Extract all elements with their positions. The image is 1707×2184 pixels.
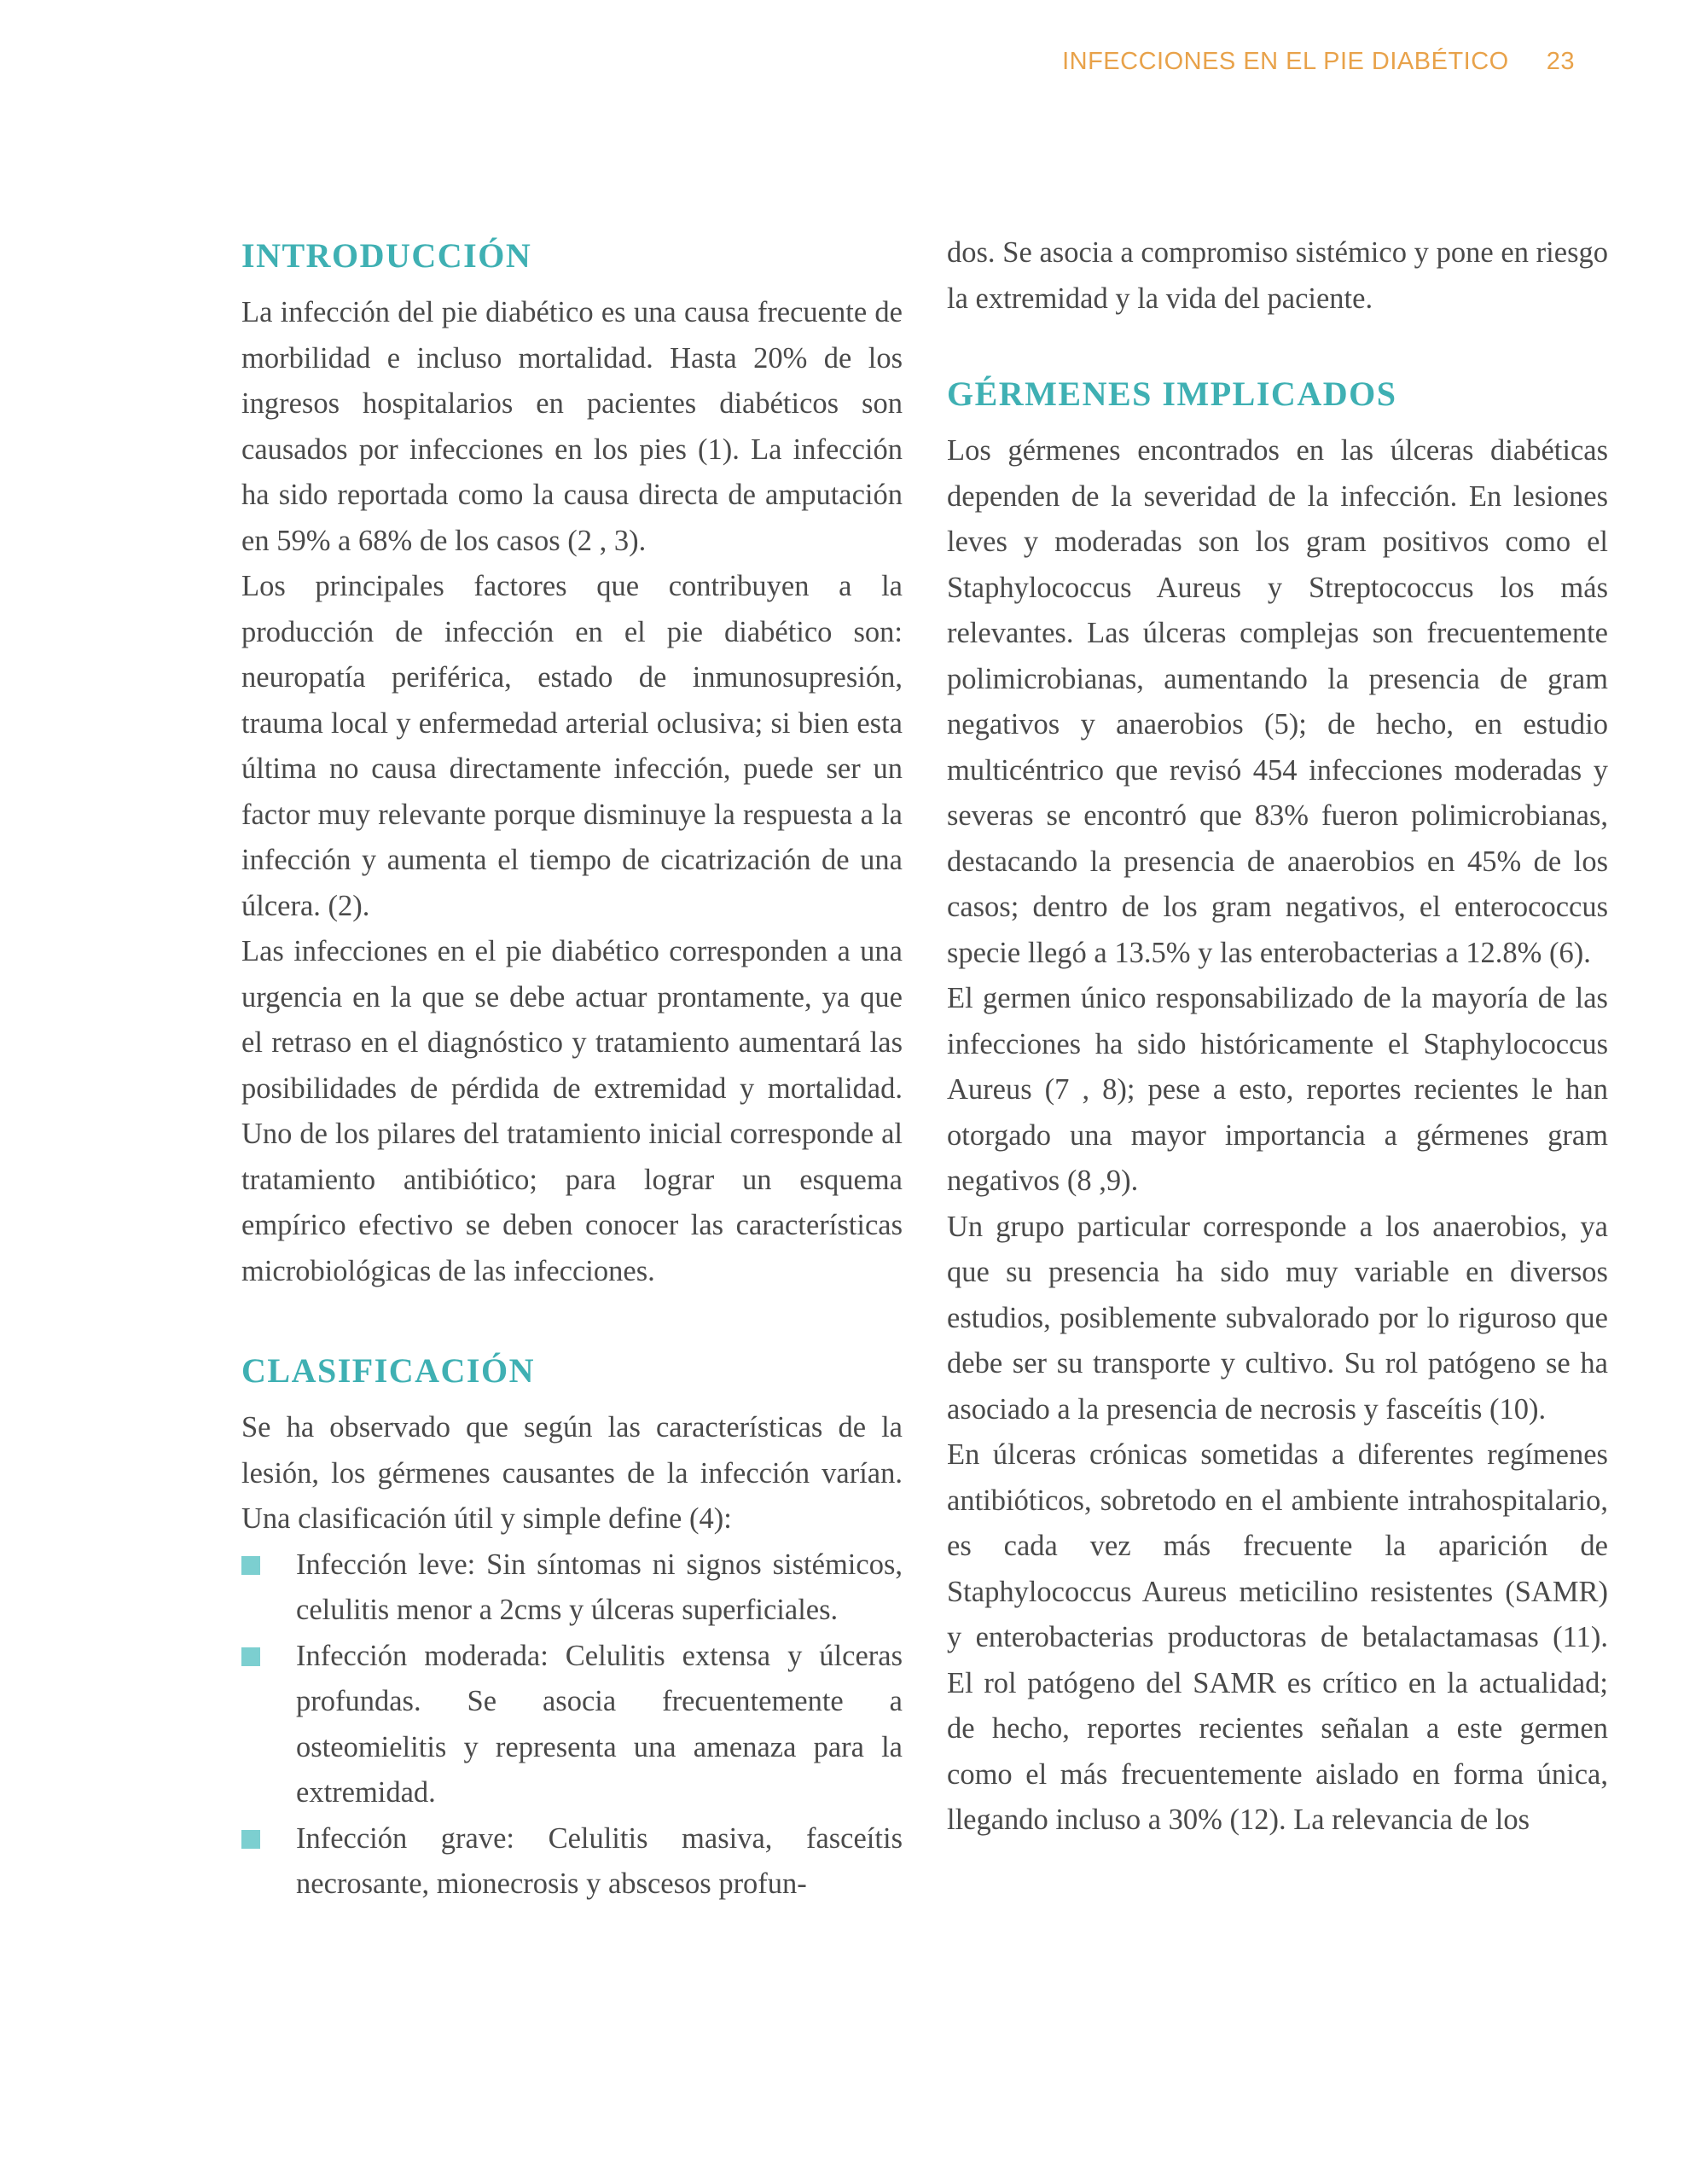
list-item xyxy=(241,1816,903,1908)
list-item-text: Infección moderada: Celulitis extensa y úlceras profundas. Se asocia frecuentemente a osteomielitis y representa una amenaza para la extremidad. xyxy=(296,1639,903,1809)
list-item xyxy=(241,1542,903,1634)
germs-paragraph-3: Un grupo particular corresponde a los anaerobios, ya que su presencia ha sido muy variable en diversos estudios, posiblemente subvalorado por lo riguroso que debe ser su transporte y cultivo. Su rol patógeno se ha asociado a la presencia de necrosis y fasceítis (10). xyxy=(947,1210,1608,1426)
list-item xyxy=(241,1634,903,1816)
list-item-text: Infección grave: Celulitis masiva, fasceítis necrosante, mionecrosis y abscesos profun- xyxy=(296,1821,903,1900)
section-gap xyxy=(947,322,1608,369)
section-gap xyxy=(241,1294,903,1345)
intro-paragraph-2: Los principales factores que contribuyen a la producción de infección en el pie diabético son: neuropatía periférica, estado de inmunosupresión, trauma local y enfermedad arterial oclusiva; si bien esta última no causa directamente infección, puede ser un factor muy relevante porque disminuye la respuesta a la infección y aumenta el tiempo de cicatrización de una úlcera. (2). xyxy=(241,570,903,922)
classification-paragraph: Se ha observado que según las características de la lesión, los gérmenes causantes de la infección varían. Una clasificación útil y simple define (4): xyxy=(241,1411,903,1535)
intro-paragraph-3: Las infecciones en el pie diabético corresponden a una urgencia en la que se debe actuar prontamente, ya que el retraso en el diagnóstico y tratamiento aumentará las posibilidades de pérdida de extremidad y mortalidad. Uno de los pilares del tratamiento inicial corresponde al tratamiento antibiótico; para lograr un esquema empírico efectivo se deben conocer las características microbiológicas de las infecciones. xyxy=(241,935,903,1287)
classification-heading: CLASIFICACIÓN xyxy=(241,1351,535,1390)
running-title: INFECCIONES EN EL PIE DIABÉTICO xyxy=(1062,48,1509,75)
right-column xyxy=(947,230,1608,1844)
germs-paragraph-4: En úlceras crónicas sometidas a diferentes regímenes antibióticos, sobretodo en el ambiente intrahospitalario, es cada vez más frecuente la aparición de Staphylococcus Aureus meticilino resistentes (SAMR) y enterobacterias productoras de betalactamasas (11). El rol patógeno del SAMR es crítico en la actualidad; de hecho, reportes recientes señalan a este germen como el más frecuentemente aislado en forma única, llegando incluso a 30% (12). La relevancia de los xyxy=(947,1438,1608,1836)
germs-heading: GÉRMENES IMPLICADOS xyxy=(947,375,1397,413)
page-number: 23 xyxy=(1546,48,1575,75)
germs-paragraph-2: El germen único responsabilizado de la mayoría de las infecciones ha sido históricamente el Staphylococcus Aureus (7 , 8); pese a esto, reportes recientes le han otorgado una mayor importancia a gérmenes gram negativos (8 ,9). xyxy=(947,982,1608,1197)
square-bullet-icon xyxy=(241,1647,260,1666)
classification-list xyxy=(241,1542,903,1908)
list-item-text: Infección leve: Sin síntomas ni signos sistémicos, celulitis menor a 2cms y úlceras superficiales. xyxy=(296,1548,903,1626)
germs-paragraph-1: Los gérmenes encontrados en las úlceras diabéticas dependen de la severidad de la infección. En lesiones leves y moderadas son los gram positivos como el Staphylococcus Aureus y Streptococcus los más relevantes. Las úlceras complejas son frecuentemente polimicrobianas, aumentando la presencia de gram negativos y anaerobios (5); de hecho, en estudio multicéntrico que revisó 454 infecciones moderadas y severas se encontró que 83% fueron polimicrobianas, destacando la presencia de anaerobios en 45% de los casos; dentro de los gram negativos, el enterococcus specie llegó a 13.5% y las enterobacterias a 12.8% (6). xyxy=(947,434,1608,969)
intro-paragraph-1: La infección del pie diabético es una causa frecuente de morbilidad e incluso mortalidad. Hasta 20% de los ingresos hospitalarios en pacientes diabéticos son causados por infecciones en los pies (1). La infección ha sido reportada como la causa directa de amputación en 59% a 68% de los casos (2 , 3). xyxy=(241,296,903,557)
introduction-heading: INTRODUCCIÓN xyxy=(241,236,532,275)
left-column xyxy=(241,230,903,1908)
square-bullet-icon xyxy=(241,1556,260,1575)
square-bullet-icon xyxy=(241,1830,260,1849)
continuation-paragraph: dos. Se asocia a compromiso sistémico y pone en riesgo la extremidad y la vida del paciente. xyxy=(947,236,1608,315)
running-header xyxy=(1062,48,1575,76)
